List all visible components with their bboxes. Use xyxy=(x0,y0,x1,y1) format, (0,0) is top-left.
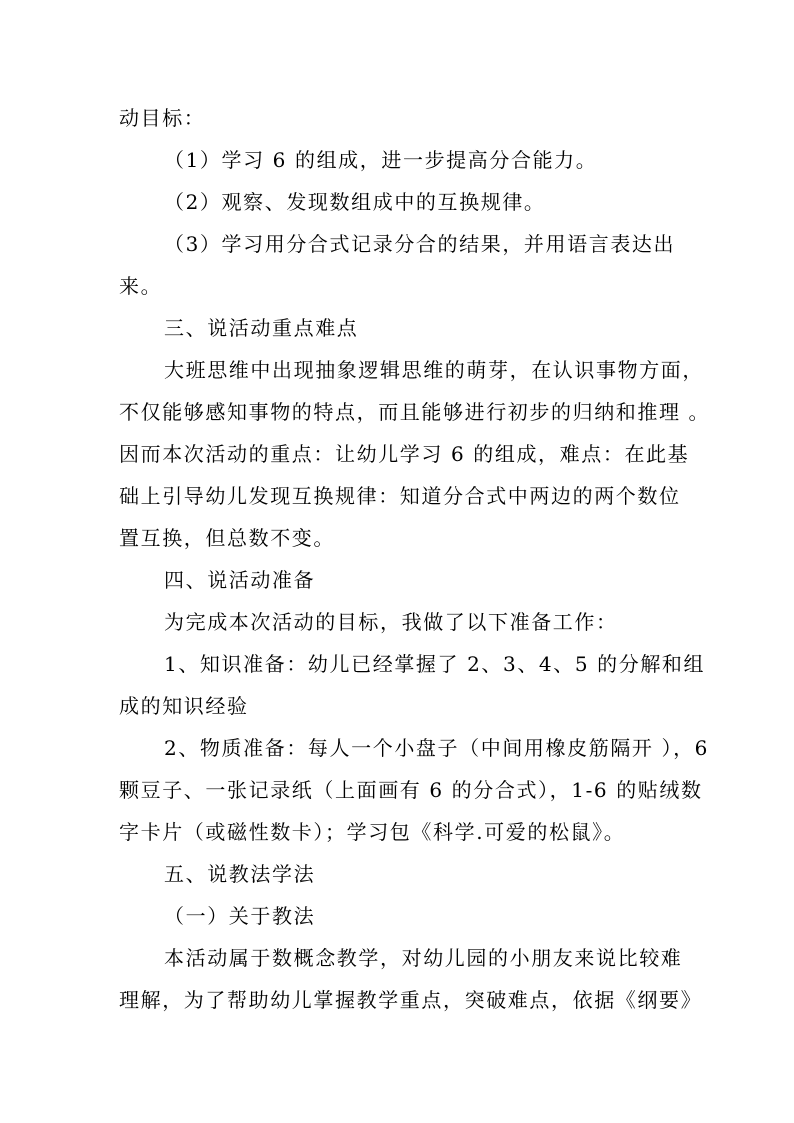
text-line: 大班思维中出现抽象逻辑思维的萌芽，在认识事物方面， xyxy=(164,358,704,382)
subsection-heading: （一）关于教法 xyxy=(164,904,316,928)
text-line: 来。 xyxy=(119,274,163,298)
text-line: 动目标： xyxy=(119,106,206,130)
text-line: 为完成本次活动的目标，我做了以下准备工作： xyxy=(164,610,618,634)
text-line: 2、物质准备：每人一个小盘子（中间用橡皮筋隔开 ），6 xyxy=(164,736,710,760)
text-line: （2）观察、发现数组成中的互换规律。 xyxy=(164,190,546,214)
text-line: 因而本次活动的重点：让幼儿学习 6 的组成，难点：在此基 xyxy=(119,442,690,466)
section-heading: 三、说活动重点难点 xyxy=(164,316,359,340)
text-line: 不仅能够感知事物的特点，而且能够进行初步的归纳和推理 。 xyxy=(119,400,711,424)
section-heading: 五、说教法学法 xyxy=(164,862,316,886)
text-line: 础上引导幼儿发现互换规律：知道分合式中两边的两个数位 xyxy=(119,484,681,508)
text-line: （3）学习用分合式记录分合的结果，并用语言表达出 xyxy=(164,232,676,256)
text-line: 字卡片（或磁性数卡）；学习包《科学.可爱的松鼠》。 xyxy=(119,820,626,844)
text-line: 理解，为了帮助幼儿掌握教学重点，突破难点，依据《纲要》 xyxy=(119,988,703,1012)
text-line: 1、知识准备：幼儿已经掌握了 2、3、4、5 的分解和组 xyxy=(164,652,706,676)
text-line: 本活动属于数概念教学，对幼儿园的小朋友来说比较难 xyxy=(164,946,683,970)
text-line: 颗豆子、一张记录纸（上面画有 6 的分合式），1-6 的贴绒数 xyxy=(119,778,703,802)
text-line: （1）学习 6 的组成，进一步提高分合能力。 xyxy=(164,148,598,172)
section-heading: 四、说活动准备 xyxy=(164,568,316,592)
text-line: 置互换，但总数不变。 xyxy=(119,526,335,550)
text-line: 成的知识经验 xyxy=(119,694,249,718)
